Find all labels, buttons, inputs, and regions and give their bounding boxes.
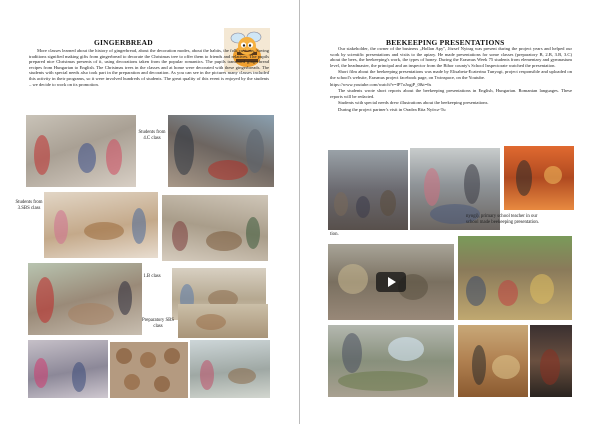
left-page-body-text: [29, 48, 269, 88]
caption-3sbs: Students from 3.SBS class: [15, 200, 43, 211]
left-page-title: GINGERBREAD: [94, 38, 153, 47]
overlay-fragment-1: nyogi), primary school teacher in our: [466, 214, 538, 219]
beekeeping-video-thumbnail[interactable]: [328, 244, 454, 320]
right-page-body-text: [330, 46, 572, 114]
gingerbread-photo-9: [190, 340, 270, 398]
beekeeping-photo-6: [458, 325, 528, 397]
right-paragraph-4: Students with special needs drew illustrations about the beekeeping presentations.: [338, 100, 489, 106]
caption-4c: Students from 4.C class: [138, 130, 166, 141]
play-button-icon[interactable]: [376, 272, 406, 292]
right-page-title: BEEKEEPING PRESENTATIONS: [386, 38, 505, 47]
gingerbread-photo-1: [26, 115, 136, 187]
right-page: [300, 0, 600, 424]
beekeeping-photo-3: [504, 146, 574, 210]
caption-1b: 1.B class: [143, 274, 161, 279]
gingerbread-photo-7: [178, 304, 268, 338]
left-paragraph-1: More classes learned about the history of gingerbread, about the decoration modes, about the habits, the folk customs. Saving traditions signified making gifts from gingerbread to decorate the Christmas tree to offer them to friends and relatives. The pupils prepared nice Christmas presents of it, using decorations taken from the popular romantics. The pupils translated gingerbread recipes from Hungarian to English. The Christmas trees in the classes and at home were decorated with these gingerbreads. The students with special needs also took part in the preparation and decoration. As you can see in the pictures many classes included this activity in their programs, so it were involved hundreds of students. The great quality of this event is enjoyed by the students – we decide to work on its promotion.: [29, 48, 269, 87]
beekeeping-photo-1: [328, 150, 408, 230]
beekeeping-photo-5: [328, 325, 454, 397]
beekeeping-photo-4: [458, 236, 572, 320]
gingerbread-photo-4: [162, 195, 268, 261]
gingerbread-photo-5: [28, 263, 142, 335]
gingerbread-photo-8: [28, 340, 108, 398]
right-paragraph-2: Short film about the beekeeping presentations was made by Elisabeta-Ecaterina Tunyogi, project responsible and uploaded on the school's website, Erasmus project facebook page, on Twinspace, on the Youtube.: [330, 69, 572, 80]
beekeeping-photo-7: [530, 325, 572, 397]
overlay-fragment-3: tion.: [330, 232, 339, 237]
overlay-text-fragment: [466, 214, 574, 225]
gingerbread-cookies-photo: [110, 342, 188, 398]
right-paragraph-5: During the project partner's visit in Oradea Rita Nyírcz-Tu: [338, 106, 446, 112]
overlay-fragment-2: school made beekeeping presentation.: [466, 219, 539, 225]
right-paragraph-3: The students wrote short reports about the beekeeping presentations in English, Hungarian. Romanian languages. These reports will be redacted.: [330, 88, 572, 99]
gingerbread-photo-2: [168, 115, 274, 187]
youtube-link[interactable]: https://www.youtube.com/watch?v=lP7oJogjP_0&t=6s: [330, 81, 432, 87]
caption-preparatory-sbs: Preparatory SBS class: [141, 318, 175, 329]
right-paragraph-1: Our stakeholder, the owner of the business „Hollan Apy", József Nyirag was present during the project years and helped our work by scientific presentations and visits to the apiary. He made presentations for some classes (preparatory B, 2.B, 3.B, 3.C) about the bees, the beekeeping's work, the types of honey. During the Erasmus Week 75 students from elementary and gymnasium level, the headmaster, the principal and an inspector from the Bihor county's School Inspectorate watched the presentation.: [330, 46, 572, 68]
gingerbread-photo-3: [44, 192, 158, 258]
